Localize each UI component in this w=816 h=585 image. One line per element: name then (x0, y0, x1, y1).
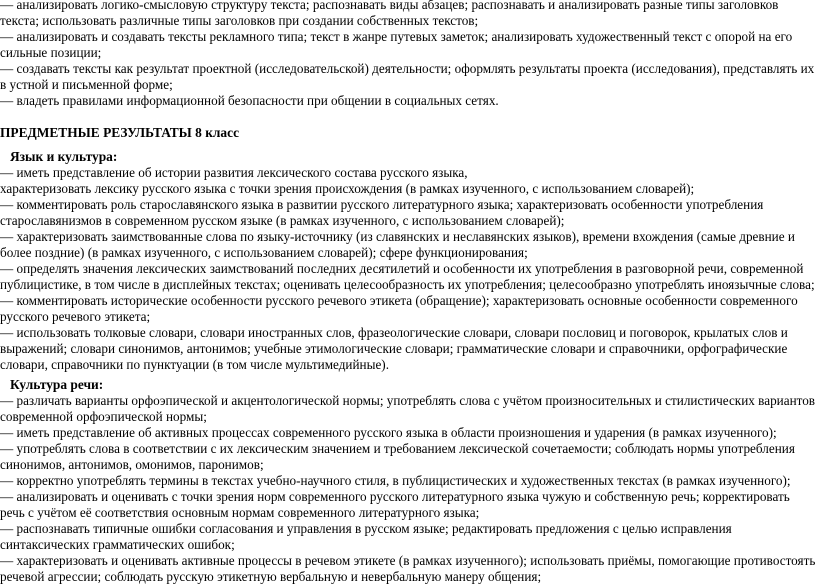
intro-line: текста; использовать различные типы заголовков при создании собственных текстов; (0, 13, 479, 28)
intro-line: — анализировать логико-смысловую структуру текста; распознавать виды абзацев; распознавать и анализировать разные типы заголовков (0, 0, 779, 12)
speech-culture-line: синтаксических грамматических ошибок; (0, 537, 235, 552)
speech-culture-line: речевой агрессии; соблюдать русскую этикетную вербальную и невербальную манеру общения; (0, 569, 542, 584)
language-culture-line: выражений; словари синонимов, антонимов; учебные этимологические словари; грамматические словари и справочники, орфографические (0, 341, 788, 356)
language-culture-line: словари, справочники по пунктуации (в том числе мультимедийные). (0, 357, 389, 372)
speech-culture-line: — различать варианты орфоэпической и акцентологической нормы; употреблять слова с учётом произносительных и стилистических вариантов (0, 393, 816, 408)
language-culture-line: старославянизмов в современном русском языке (в рамках изученного, с использованием словарей); (0, 213, 565, 228)
language-culture-line: — иметь представление об истории развития лексического состава русского языка, (0, 165, 468, 180)
language-culture-line: — комментировать роль старославянского языка в развитии русского литературного языка; характеризовать особенности употребления (0, 197, 764, 212)
speech-culture-line: современной орфоэпической нормы; (0, 409, 207, 424)
section-heading: ПРЕДМЕТНЫЕ РЕЗУЛЬТАТЫ 8 класс (0, 125, 240, 140)
language-culture-line: публицистике, в том числе в дисплейных текстах; оценивать целесообразность их употребления; целесообразно употреблять иноязычные слова; (0, 277, 815, 292)
speech-culture-line: — распознавать типичные ошибки согласования и управления в русском языке; редактировать предложения с целью исправления (0, 521, 732, 536)
language-culture-line: — определять значения лексических заимствований последних десятилетий и особенности их употребления в разговорной речи, современной (0, 261, 804, 276)
language-culture-line: — использовать толковые словари, словари иностранных слов, фразеологические словари, словари пословиц и поговорок, крылатых слов и (0, 325, 788, 340)
language-culture-line: более поздние) (в рамках изученного, с использованием словарей); сфере функционирования; (0, 245, 528, 260)
speech-culture-line: синонимов, антонимов, омонимов, паронимов; (0, 457, 264, 472)
subsection-title-speech-culture: Культура речи: (10, 377, 104, 392)
speech-culture-line: — употреблять слова в соответствии с их лексическим значением и требованием лексической сочетаемости; соблюдать нормы употребления (0, 441, 795, 456)
intro-line: в устной и письменной форме; (0, 77, 173, 92)
speech-culture-line: — иметь представление об активных процессах современного русского языка в области произношения и ударения (в рамках изученного); (0, 425, 777, 440)
intro-line: — анализировать и создавать тексты рекламного типа; текст в жанре путевых заметок; анализировать художественный текст с опорой на его (0, 29, 793, 44)
intro-line: сильные позиции; (0, 45, 102, 60)
intro-line: — создавать тексты как результат проектной (исследовательской) деятельности; оформлять результаты проекта (исследования), представлять их (0, 61, 815, 76)
language-culture-line: характеризовать лексику русского языка с точки зрения происхождения (в рамках изученного, с использованием словарей); (0, 181, 695, 196)
speech-culture-line: — анализировать и оценивать с точки зрения норм современного русского литературного языка чужую и собственную речь; корректировать (0, 489, 790, 504)
intro-line: — владеть правилами информационной безопасности при общении в социальных сетях. (0, 93, 499, 108)
language-culture-line: — комментировать исторические особенности русского речевого этикета (обращение); характеризовать основные особенности современного (0, 293, 798, 308)
speech-culture-line: — корректно употреблять термины в текстах учебно-научного стиля, в публицистических и художественных текстах (в рамках изученного); (0, 473, 791, 488)
language-culture-line: русского речевого этикета; (0, 309, 151, 324)
speech-culture-line: речь с учётом её соответствия основным нормам современного литературного языка; (0, 505, 480, 520)
subsection-title-language-culture: Язык и культура: (10, 149, 118, 164)
language-culture-line: — характеризовать заимствованные слова по языку-источнику (из славянских и неславянских языков), времени вхождения (самые древние и (0, 229, 795, 244)
speech-culture-line: — характеризовать и оценивать активные процессы в речевом этикете (в рамках изученного); использовать приёмы, помогающие противостоять (0, 553, 816, 568)
